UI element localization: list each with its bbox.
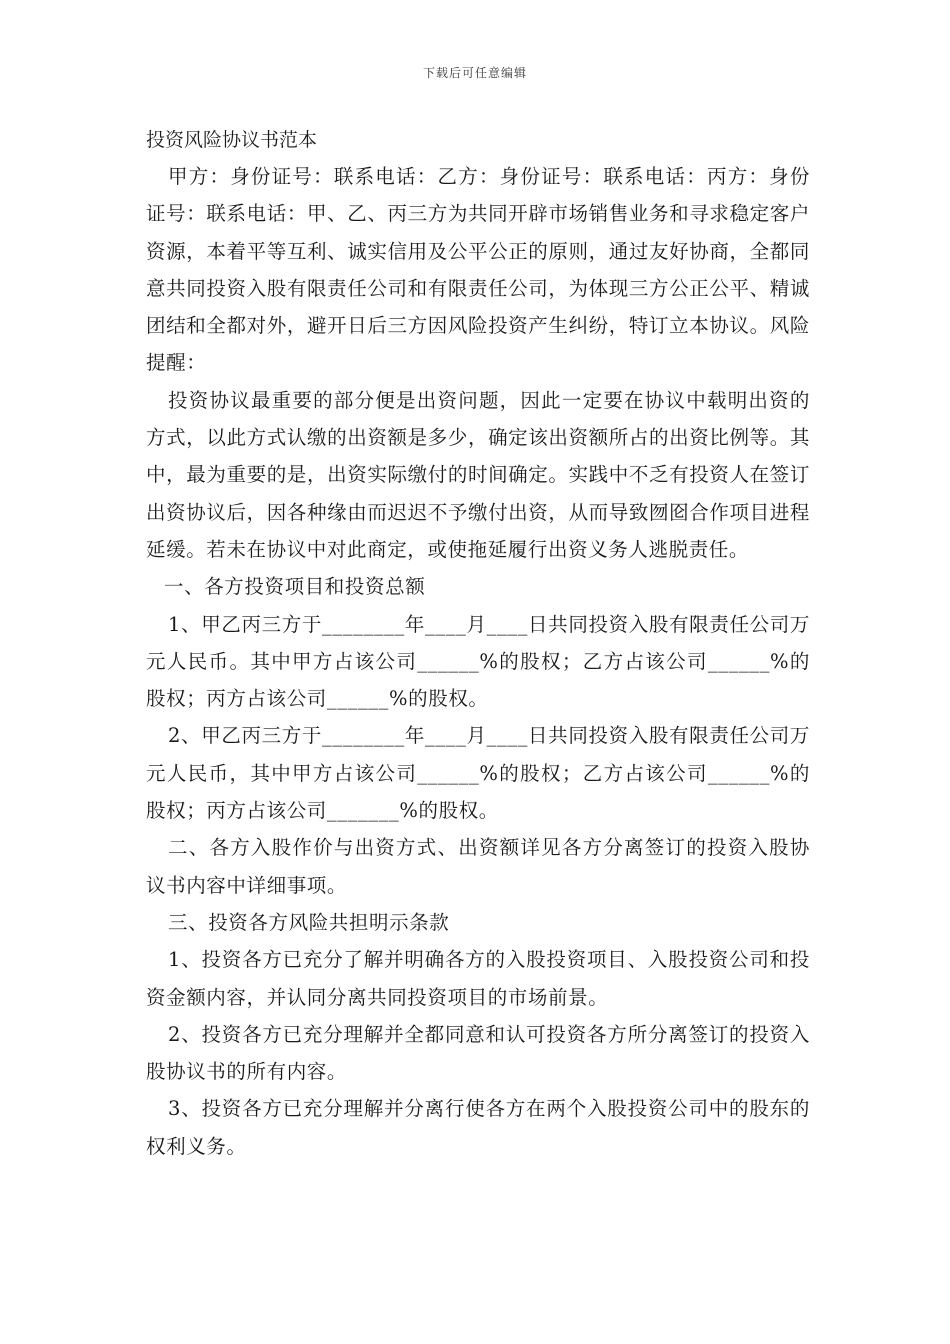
header-note: 下载后可任意编辑 [422, 66, 527, 80]
clause-3-1: 1、投资各方已充分了解并明确各方的入股投资项目、入股投资公司和投资金额内容，并认同分离共同投资项目的市场前景。 [146, 948, 810, 1009]
clause-1-2: 2、甲乙丙三方于________年____月____日共同投资入股有限责任公司万元人民币，其中甲方占该公司______%的股权；乙方占该公司______%的股权；丙方占该公司_______%的股权。 [146, 724, 810, 823]
section-heading-1: 一、各方投资项目和投资总额 [164, 575, 426, 599]
clause-3-3: 3、投资各方已充分理解并分离行使各方在两个入股投资公司中的股东的权利义务。 [146, 1097, 810, 1158]
clause-1-1: 1、甲乙丙三方于________年____月____日共同投资入股有限责任公司万元人民币。其中甲方占该公司______%的股权；乙方占该公司______%的股权；丙方占该公司______%的股权。 [146, 612, 810, 711]
section-heading-3: 三、投资各方风险共担明示条款 [168, 910, 450, 934]
section-heading-2: 二、各方入股作价与出资方式、出资额详见各方分离签订的投资入股协议书内容中详细事项。 [146, 836, 810, 897]
paragraph-risk-note: 投资协议最重要的部分便是出资问题，因此一定要在协议中载明出资的方式，以此方式认缴的出资额是多少，确定该出资额所占的出资比例等。其中，最为重要的是，出资实际缴付的时间确定。实践中不乏有投资人在签订出资协议后，因各种缘由而迟迟不予缴付出资，从而导致囫囵合作项目进程延缓。若未在协议中对此商定，或使拖延履行出资义务人逃脱责任。 [146, 388, 810, 561]
document-body [146, 124, 810, 1165]
paragraph-parties: 甲方：身份证号：联系电话：乙方：身份证号：联系电话：丙方：身份证号：联系电话：甲、乙、丙三方为共同开辟市场销售业务和寻求稳定客户资源，本着平等互利、诚实信用及公平公正的原则，通过友好协商，全都同意共同投资入股有限责任公司和有限责任公司，为体现三方公正公平、精诚团结和全都对外，避开日后三方因风险投资产生纠纷，特订立本协议。风险提醒： [146, 165, 810, 375]
document-title: 投资风险协议书范本 [146, 129, 318, 151]
clause-3-2: 2、投资各方已充分理解并全都同意和认可投资各方所分离签订的投资入股协议书的所有内容。 [146, 1022, 810, 1084]
